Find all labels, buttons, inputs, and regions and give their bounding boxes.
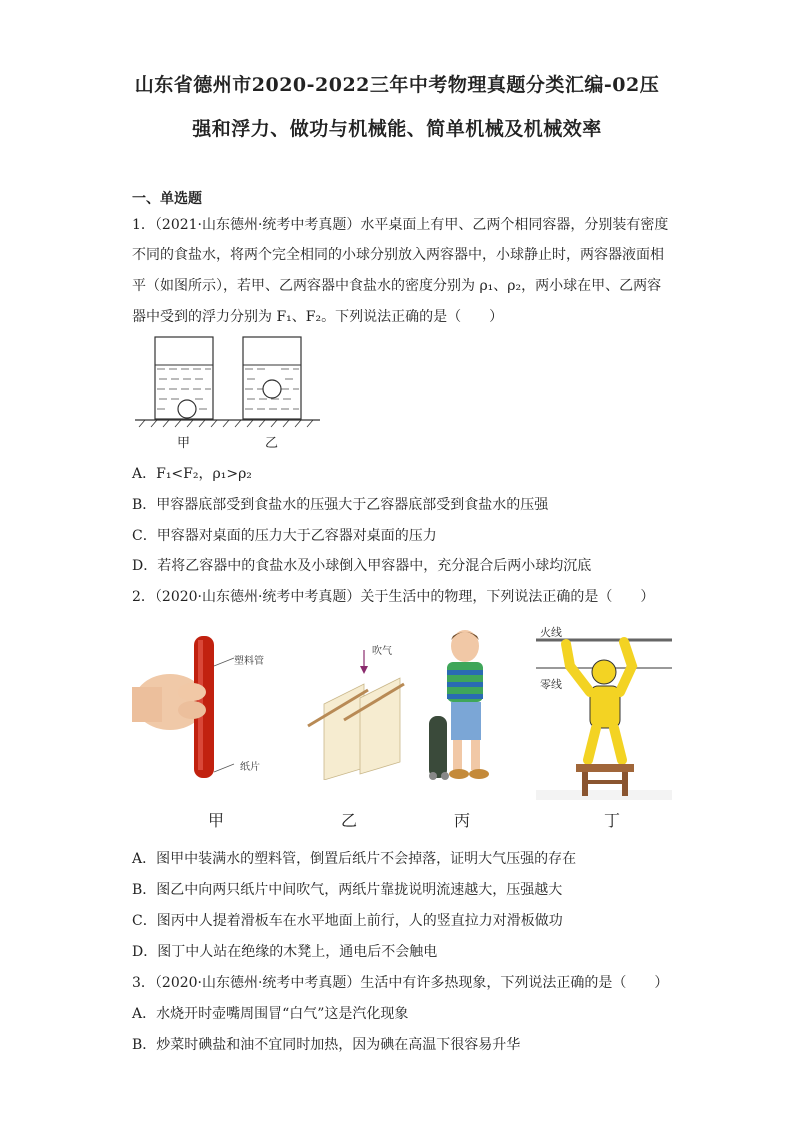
doc-title-line-1: 山东省德州市2020-2022三年中考物理真题分类汇编-02压 xyxy=(134,74,660,96)
q3-stem: 3．（2020·山东德州·统考中考真题）生活中有许多热现象，下列说法正确的是（ ） xyxy=(132,975,669,991)
q1-stem-line-3: 平（如图所示），若甲、乙两容器中食盐水的密度分别为 ρ₁、ρ₂，两小球在甲、乙两容 xyxy=(132,278,662,294)
q1-stem-line-4: 器中受到的浮力分别为 F₁、F₂。下列说法正确的是（ ） xyxy=(132,309,504,325)
stool-electric-figure xyxy=(536,620,672,800)
boy-skateboard-figure xyxy=(425,626,505,796)
q2-caption-bing: 丙 xyxy=(454,811,471,830)
label-live-wire: 火线 xyxy=(540,626,562,639)
section-heading: 一、单选题 xyxy=(132,191,202,207)
label-plastic-tube: 塑料管 xyxy=(234,656,264,667)
q1-option-c: C．甲容器对桌面的压力大于乙容器对桌面的压力 xyxy=(132,528,437,544)
q1-option-a: A．F₁<F₂，ρ₁>ρ₂ xyxy=(132,466,252,482)
tube-hand-figure xyxy=(132,632,242,782)
q2-stem: 2．（2020·山东德州·统考中考真题）关于生活中的物理，下列说法正确的是（ ） xyxy=(132,589,655,605)
q2-option-d: D．图丁中人站在绝缘的木凳上，通电后不会触电 xyxy=(132,944,438,960)
q2-option-c: C．图丙中人提着滑板车在水平地面上前行，人的竖直拉力对滑板做功 xyxy=(132,913,563,929)
doc-title-line-2: 强和浮力、做功与机械能、简单机械及机械效率 xyxy=(192,118,602,140)
two-papers-figure xyxy=(300,640,415,780)
label-blow: 吹气 xyxy=(372,646,392,657)
q1-option-b: B．甲容器底部受到食盐水的压强大于乙容器底部受到食盐水的压强 xyxy=(132,497,549,513)
q1-option-d: D．若将乙容器中的食盐水及小球倒入甲容器中，充分混合后两小球均沉底 xyxy=(132,558,592,574)
q1-stem-line-2: 不同的食盐水，将两个完全相同的小球分别放入两容器中，小球静止时，两容器液面相 xyxy=(132,247,664,263)
q1-fig-label-yi: 乙 xyxy=(265,436,279,451)
q2-caption-jia: 甲 xyxy=(208,811,225,830)
label-paper: 纸片 xyxy=(240,762,260,773)
q2-option-b: B．图乙中向两只纸片中间吹气，两纸片靠拢说明流速越大，压强越大 xyxy=(132,882,563,898)
q2-caption-ding: 丁 xyxy=(604,811,621,830)
q2-option-a: A．图甲中装满水的塑料管，倒置后纸片不会掉落，证明大气压强的存在 xyxy=(132,851,577,867)
containers-figure xyxy=(135,335,325,430)
label-neutral-wire: 零线 xyxy=(540,678,562,691)
q1-stem-line-1: 1．（2021·山东德州·统考中考真题）水平桌面上有甲、乙两个相同容器，分别装有密度 xyxy=(132,217,669,233)
q1-fig-label-jia: 甲 xyxy=(177,436,191,451)
q3-option-b: B．炒菜时碘盐和油不宜同时加热，因为碘在高温下很容易升华 xyxy=(132,1037,521,1053)
q3-option-a: A．水烧开时壶嘴周围冒“白气”这是汽化现象 xyxy=(132,1006,409,1022)
q2-caption-yi: 乙 xyxy=(341,811,358,830)
